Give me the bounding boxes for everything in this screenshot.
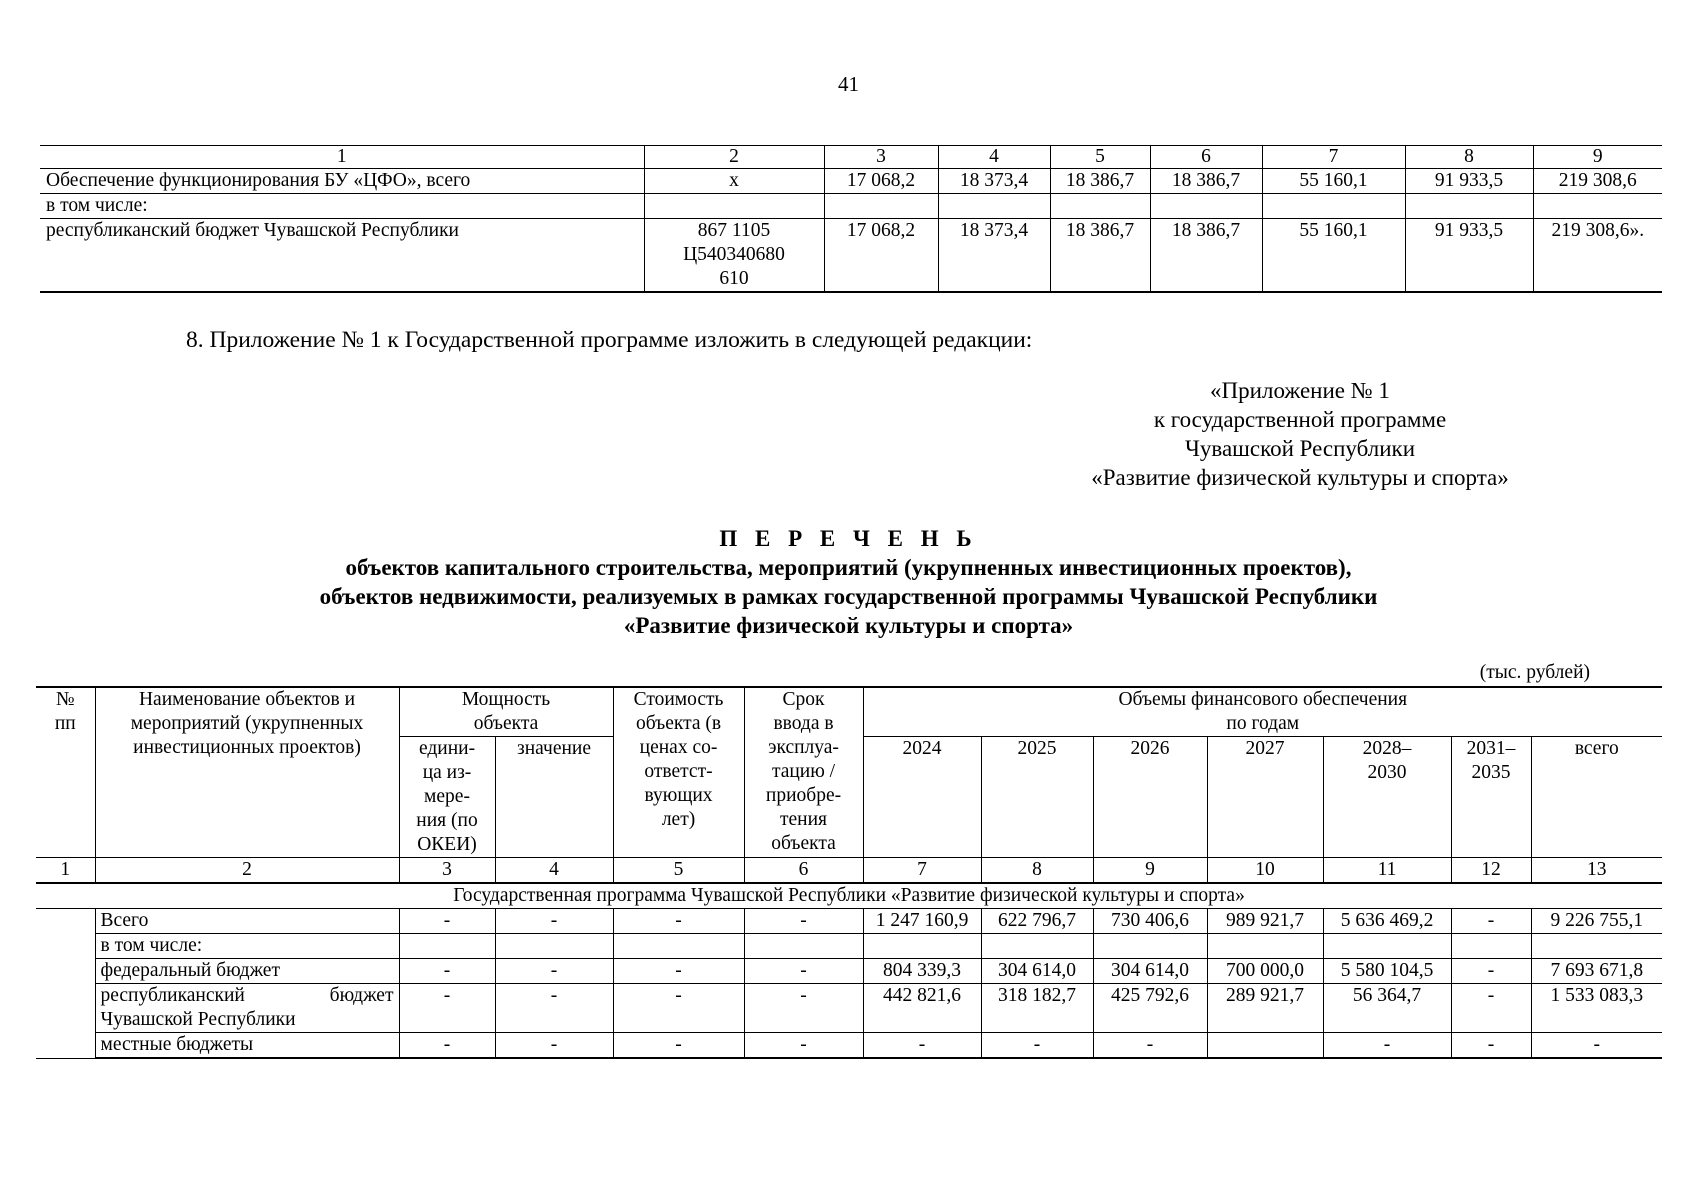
row-cell: - (863, 1033, 981, 1059)
row-cell (1323, 934, 1451, 959)
row-cell: 730 406,6 (1093, 909, 1207, 934)
header-text: лет) (661, 809, 696, 830)
row-cell (863, 934, 981, 959)
header-text: ответст- (644, 761, 713, 782)
row-cell: 622 796,7 (981, 909, 1093, 934)
header-text: Срок (782, 689, 825, 710)
top-col-number: 4 (938, 146, 1050, 169)
row-cell: - (613, 909, 744, 934)
header-cost (613, 687, 744, 858)
row-value: 18 373,4 (938, 219, 1050, 293)
header-text: объекта (в (635, 713, 722, 734)
row-name: Всего (95, 909, 399, 934)
header-year: 2024 (863, 737, 981, 858)
table-row (36, 959, 1662, 984)
header-num (36, 687, 95, 858)
header-text: инвестиционных проектов) (133, 737, 361, 758)
header-capacity (399, 687, 613, 737)
header-text: эксплуа- (768, 737, 839, 758)
table-row (36, 934, 1662, 959)
row-value: 18 386,7 (1050, 169, 1150, 194)
table-row (36, 984, 1662, 1033)
table-row (40, 194, 1662, 219)
row-cell: 1 533 083,3 (1531, 984, 1662, 1033)
title-line: объектов капитального строительства, мероприятий (укрупненных инвестиционных проектов), (345, 555, 1352, 580)
row-cell: 318 182,7 (981, 984, 1093, 1033)
row-cell: 700 000,0 (1207, 959, 1323, 984)
top-table-header-row (40, 146, 1662, 169)
title-line: П Е Р Е Ч Е Н Ь (719, 526, 978, 551)
row-cell: 425 792,6 (1093, 984, 1207, 1033)
appendix-heading (1000, 376, 1600, 492)
header-year: 2027 (1207, 737, 1323, 858)
table-row (36, 1033, 1662, 1059)
col-number: 10 (1207, 858, 1323, 884)
row-cell: 289 921,7 (1207, 984, 1323, 1033)
row-name: в том числе: (95, 934, 399, 959)
table-row (40, 219, 1662, 293)
row-name: Обеспечение функционирования БУ «ЦФО», всего (40, 169, 644, 194)
top-col-number: 9 (1533, 146, 1662, 169)
row-code: х (644, 169, 824, 194)
row-name-line: республиканский бюджет (100, 985, 394, 1006)
row-number-cell (36, 909, 95, 1059)
row-cell: 442 821,6 (863, 984, 981, 1033)
row-value: 18 386,7 (1150, 169, 1262, 194)
row-cell: 304 614,0 (1093, 959, 1207, 984)
row-name: местные бюджеты (95, 1033, 399, 1059)
code-line: 610 (719, 268, 749, 289)
row-cell: 304 614,0 (981, 959, 1093, 984)
row-cell: - (613, 984, 744, 1033)
row-name-line: Чувашской Республики (100, 1009, 296, 1030)
row-cell (613, 934, 744, 959)
col-number: 3 (399, 858, 495, 884)
row-name: федеральный бюджет (95, 959, 399, 984)
header-text: ввода в (773, 713, 834, 734)
col-number: 12 (1451, 858, 1531, 884)
row-cell (744, 934, 863, 959)
col-number: 6 (744, 858, 863, 884)
header-name (95, 687, 399, 858)
document-title (0, 524, 1697, 640)
row-value (1405, 194, 1533, 219)
header-unit (399, 737, 495, 858)
row-cell: - (1451, 909, 1531, 934)
header-text: ОКЕИ) (417, 834, 477, 855)
top-col-number: 7 (1262, 146, 1405, 169)
col-number: 2 (95, 858, 399, 884)
top-col-number: 1 (40, 146, 644, 169)
row-cell: - (399, 1033, 495, 1059)
row-cell: - (744, 1033, 863, 1059)
header-text: пп (54, 713, 76, 734)
row-cell: - (981, 1033, 1093, 1059)
row-value (824, 194, 938, 219)
header-text: Наименование объектов и (138, 689, 356, 710)
row-value: 219 308,6». (1533, 219, 1662, 293)
row-cell: - (495, 984, 613, 1033)
header-value: значение (495, 737, 613, 858)
appendix-line: к государственной программе (1153, 407, 1447, 432)
title-line: объектов недвижимости, реализуемых в рамках государственной программы Чувашской Республики (319, 584, 1378, 609)
col-number: 9 (1093, 858, 1207, 884)
code-line: 867 1105 (697, 220, 771, 241)
row-value: 18 386,7 (1050, 219, 1150, 293)
row-cell (981, 934, 1093, 959)
top-col-number: 8 (1405, 146, 1533, 169)
col-number: 4 (495, 858, 613, 884)
row-value: 219 308,6 (1533, 169, 1662, 194)
row-value: 91 933,5 (1405, 219, 1533, 293)
appendix-line: Чувашской Республики (1184, 436, 1416, 461)
top-col-number: 2 (644, 146, 824, 169)
row-cell (399, 934, 495, 959)
row-cell: - (1451, 984, 1531, 1033)
row-cell (1093, 934, 1207, 959)
objects-list-table (36, 686, 1662, 1059)
row-cell: - (399, 984, 495, 1033)
header-text: Стоимость (633, 689, 724, 710)
row-cell: - (1531, 1033, 1662, 1059)
header-funding (863, 687, 1662, 737)
row-value (1150, 194, 1262, 219)
row-cell: 804 339,3 (863, 959, 981, 984)
row-cell (1451, 934, 1531, 959)
header-text: мероприятий (укрупненных (130, 713, 364, 734)
header-text: Мощность (461, 689, 551, 710)
header-text: ца из- (422, 762, 472, 783)
row-value (1533, 194, 1662, 219)
amendment-paragraph: 8. Приложение № 1 к Государственной программе изложить в следующей редакции: (186, 327, 1033, 353)
header-text: тения (780, 809, 828, 830)
column-numbers-row (36, 858, 1662, 884)
row-name: в том числе: (40, 194, 644, 219)
row-code (644, 194, 824, 219)
program-title-row (36, 883, 1662, 909)
header-total: всего (1531, 737, 1662, 858)
row-code (644, 219, 824, 293)
row-cell: 5 580 104,5 (1323, 959, 1451, 984)
header-year: 2026 (1093, 737, 1207, 858)
row-value: 91 933,5 (1405, 169, 1533, 194)
row-value (938, 194, 1050, 219)
units-label: (тыс. рублей) (1479, 662, 1590, 683)
header-text: приобре- (765, 785, 842, 806)
row-value: 17 068,2 (824, 219, 938, 293)
header-text: по годам (1226, 713, 1300, 734)
title-line: «Развитие физической культуры и спорта» (623, 613, 1074, 638)
row-cell (1531, 934, 1662, 959)
row-cell: 989 921,7 (1207, 909, 1323, 934)
header-text: Объемы финансового обеспечения (1118, 689, 1408, 710)
row-cell (1207, 1033, 1323, 1059)
row-cell: - (744, 984, 863, 1033)
col-number: 7 (863, 858, 981, 884)
header-text: ценах со- (639, 737, 718, 758)
table-row (36, 909, 1662, 934)
appendix-line: «Приложение № 1 (1210, 378, 1390, 403)
header-text: объекта (771, 833, 836, 854)
header-text: объекта (473, 713, 539, 734)
row-cell: - (744, 909, 863, 934)
header-year: 2031– 2035 (1451, 737, 1531, 858)
row-cell: 1 247 160,9 (863, 909, 981, 934)
row-cell (495, 934, 613, 959)
row-cell: - (495, 909, 613, 934)
row-value (1262, 194, 1405, 219)
table-row (40, 169, 1662, 194)
row-value (1050, 194, 1150, 219)
col-number: 1 (36, 858, 95, 884)
header-year: 2028– 2030 (1323, 737, 1451, 858)
header-year: 2025 (981, 737, 1093, 858)
row-name (95, 984, 399, 1033)
header-text: едини- (418, 738, 476, 759)
top-col-number: 5 (1050, 146, 1150, 169)
row-cell: - (744, 959, 863, 984)
row-cell: 7 693 671,8 (1531, 959, 1662, 984)
col-number: 11 (1323, 858, 1451, 884)
row-cell: 9 226 755,1 (1531, 909, 1662, 934)
row-name: республиканский бюджет Чувашской Республики (40, 219, 644, 293)
row-value: 55 160,1 (1262, 169, 1405, 194)
row-cell: - (495, 1033, 613, 1059)
row-cell: - (613, 1033, 744, 1059)
col-number: 8 (981, 858, 1093, 884)
row-cell: - (399, 959, 495, 984)
row-value: 18 386,7 (1150, 219, 1262, 293)
header-text: мере- (424, 786, 470, 807)
row-cell: - (1323, 1033, 1451, 1059)
row-cell: 5 636 469,2 (1323, 909, 1451, 934)
row-value: 55 160,1 (1262, 219, 1405, 293)
top-continuation-table (40, 145, 1662, 293)
row-cell: - (399, 909, 495, 934)
program-title: Государственная программа Чувашской Республики «Развитие физической культуры и спорта» (36, 883, 1662, 909)
row-cell: - (1093, 1033, 1207, 1059)
row-cell (1207, 934, 1323, 959)
code-line: Ц540340680 (683, 244, 785, 265)
row-cell: - (495, 959, 613, 984)
row-cell: - (613, 959, 744, 984)
col-number: 13 (1531, 858, 1662, 884)
header-text: вующих (644, 785, 713, 806)
header-row (36, 687, 1662, 737)
row-cell: 56 364,7 (1323, 984, 1451, 1033)
col-number: 5 (613, 858, 744, 884)
header-text: № (55, 689, 75, 710)
row-cell: - (1451, 1033, 1531, 1059)
page-number: 41 (838, 72, 859, 96)
header-text: тацию / (771, 761, 836, 782)
row-value: 17 068,2 (824, 169, 938, 194)
top-col-number: 6 (1150, 146, 1262, 169)
top-col-number: 3 (824, 146, 938, 169)
header-term (744, 687, 863, 858)
header-text: ния (по (416, 810, 478, 831)
appendix-line: «Развитие физической культуры и спорта» (1091, 465, 1509, 490)
row-value: 18 373,4 (938, 169, 1050, 194)
row-cell: - (1451, 959, 1531, 984)
